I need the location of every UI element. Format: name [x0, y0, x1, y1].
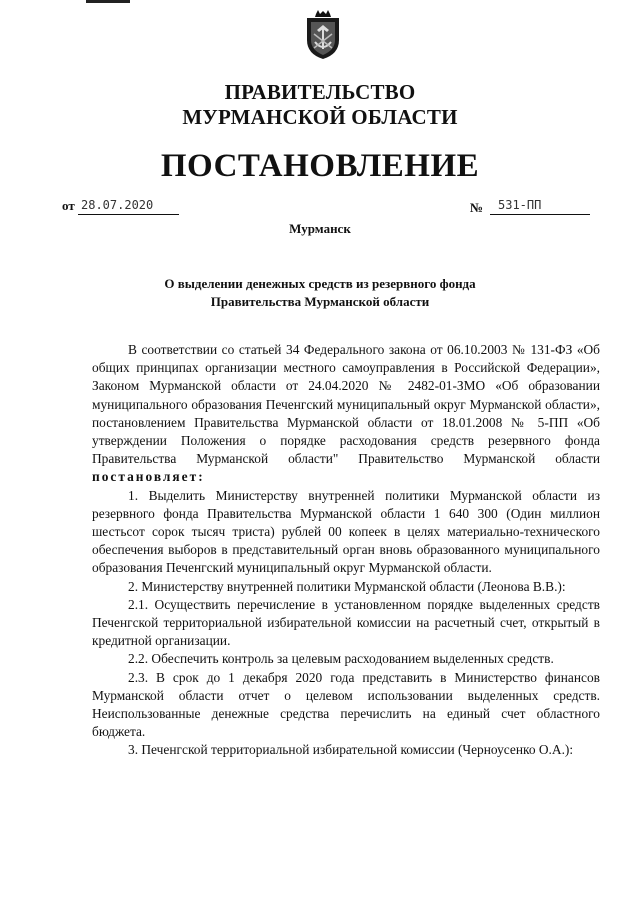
- paragraph-2: 2. Министерству внутренней политики Мурманской области (Леонова В.В.):: [128, 578, 566, 594]
- subject-line2: Правительства Мурманской области: [210, 294, 430, 309]
- date-label: от: [62, 198, 75, 213]
- paragraph-3: 3. Печенгской территориальной избирательной комиссии (Черноусенко О.А.):: [128, 742, 574, 758]
- subject-line1: О выделении денежных средств из резервного фонда: [164, 276, 476, 291]
- paragraph-2-1: 2.1. Осуществить перечисление в установленном порядке выделенных средств Печенгской территориальной избирательной комиссии на расчетный счет, открытый в кредитной организации.: [92, 596, 600, 649]
- government-title: [0, 80, 640, 130]
- paragraph-2-3: 2.3. В срок до 1 декабря 2020 года представить в Министерство финансов Мурманской области отчет о целевом использовании выделенных средств. Неиспользованные денежные средства перечислить на единый счет областного бюджета.: [92, 669, 600, 740]
- document-type: ПОСТАНОВЛЕНИЕ: [160, 148, 480, 184]
- decree-word: постановляет:: [92, 469, 205, 485]
- scan-mark: [86, 0, 130, 3]
- number-label: №: [470, 200, 484, 215]
- government-title-line2: МУРМАНСКОЙ ОБЛАСТИ: [182, 105, 458, 129]
- paragraph-2-2: 2.2. Обеспечить контроль за целевым расходованием выделенных средств.: [128, 651, 554, 667]
- preamble-text: В соответствии со статьей 34 Федерального закона от 06.10.2003 № 131-ФЗ «Об общих принципах организации местного самоуправления в Российской Федерации», Законом Мурманской области от 24.04.2020 № 2482-01-ЗМО «Об образовании муниципального образования Печенгский муниципальный округ Мурманской области», постановлением Правительства Мурманской области от 18.01.2008 № 5-ПП «Об утверждении Положения о порядке расходования средств резервного фонда Правительства Мурманской области" Правительство Мурманской области: [92, 342, 600, 467]
- document-body: [92, 341, 600, 760]
- coat-of-arms-icon: [303, 10, 343, 60]
- government-title-line1: ПРАВИТЕЛЬСТВО: [224, 80, 416, 104]
- number-value: 531-ПП: [490, 198, 590, 215]
- city: Мурманск: [289, 221, 351, 236]
- date-value: 28.07.2020: [78, 198, 179, 215]
- preamble-paragraph: [92, 341, 600, 487]
- paragraph-1: 1. Выделить Министерству внутренней политики Мурманской области из резервного фонда Правительства Мурманской области 1 640 300 (Один миллион шестьсот сорок тысяч триста) рублей 00 копеек в целях материально-технического обеспечения выборов в представительный орган вновь образованного муниципального образования Печенгский муниципальный округ Мурманской области.: [92, 487, 600, 576]
- document-subject: [0, 275, 640, 311]
